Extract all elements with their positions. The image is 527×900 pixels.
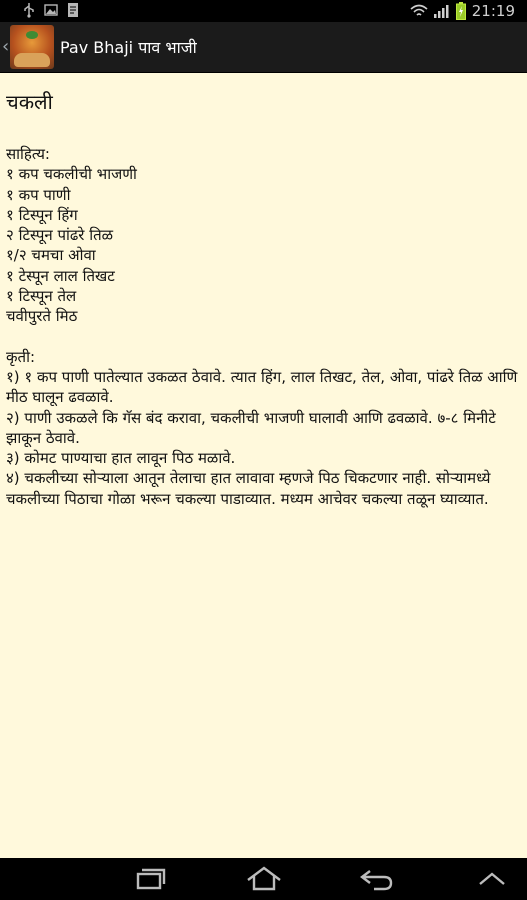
image-icon	[44, 2, 58, 18]
ingredient-item: १ कप चकलीची भाजणी	[6, 165, 137, 184]
document-icon	[66, 2, 80, 18]
back-icon[interactable]	[356, 866, 396, 892]
up-caret-icon[interactable]: ‹	[2, 36, 10, 57]
action-bar	[0, 22, 527, 73]
usb-icon	[22, 2, 36, 18]
recent-apps-icon[interactable]	[130, 866, 170, 892]
recipe-title: चकली	[6, 90, 53, 114]
ingredient-item: १ कप पाणी	[6, 185, 71, 204]
clock: 21:19	[471, 2, 515, 20]
method-step: २) पाणी उकळले कि गॅस बंद करावा, चकलीची भाजणी घालावी आणि ढवळावे. ७-८ मिनीटे झाकून ठेवावे.	[6, 408, 501, 447]
menu-up-icon[interactable]	[472, 866, 512, 892]
method-step: ४) चकलीच्या सोऱ्याला आतून तेलाचा हात लावावा म्हणजे पिठ चिकटणार नाही. सोऱ्यामध्ये चकलीच्या पिठाचा गोळा भरून चकल्या पाडाव्यात. मध्यम आचेवर चकल्या तळून घ्याव्यात.	[6, 469, 496, 508]
wifi-icon	[410, 4, 428, 18]
battery-charging-icon	[456, 2, 466, 20]
status-bar	[0, 0, 527, 22]
ingredient-item: १ टेस्पून लाल तिखट	[6, 266, 115, 285]
method-heading: कृती:	[6, 347, 36, 366]
method-step: ३) कोमट पाण्याचा हात लावून पिठ मळावे.	[6, 449, 236, 468]
ingredient-item: १ टिस्पून तेल	[6, 287, 77, 306]
ingredient-item: १/२ चमचा ओवा	[6, 246, 96, 265]
app-title: Pav Bhaji पाव भाजी	[60, 38, 197, 57]
method-step: १) १ कप पाणी पातेल्यात उकळत ठेवावे. त्यात हिंग, लाल तिखट, तेल, ओवा, पांढरे तिळ आणि मीठ घालून ढवळावे.	[6, 367, 523, 407]
ingredient-item: चवीपुरते मिठ	[6, 307, 78, 326]
ingredient-item: २ टिस्पून पांढरे तिळ	[6, 226, 114, 245]
navigation-bar	[0, 858, 527, 900]
ingredients-heading: साहित्य:	[6, 145, 50, 163]
signal-icon	[434, 4, 450, 18]
ingredient-item: १ टिस्पून हिंग	[6, 205, 78, 224]
recipe-content	[6, 86, 521, 509]
pav-bhaji-app-icon[interactable]	[10, 25, 54, 69]
home-icon[interactable]	[244, 866, 284, 892]
